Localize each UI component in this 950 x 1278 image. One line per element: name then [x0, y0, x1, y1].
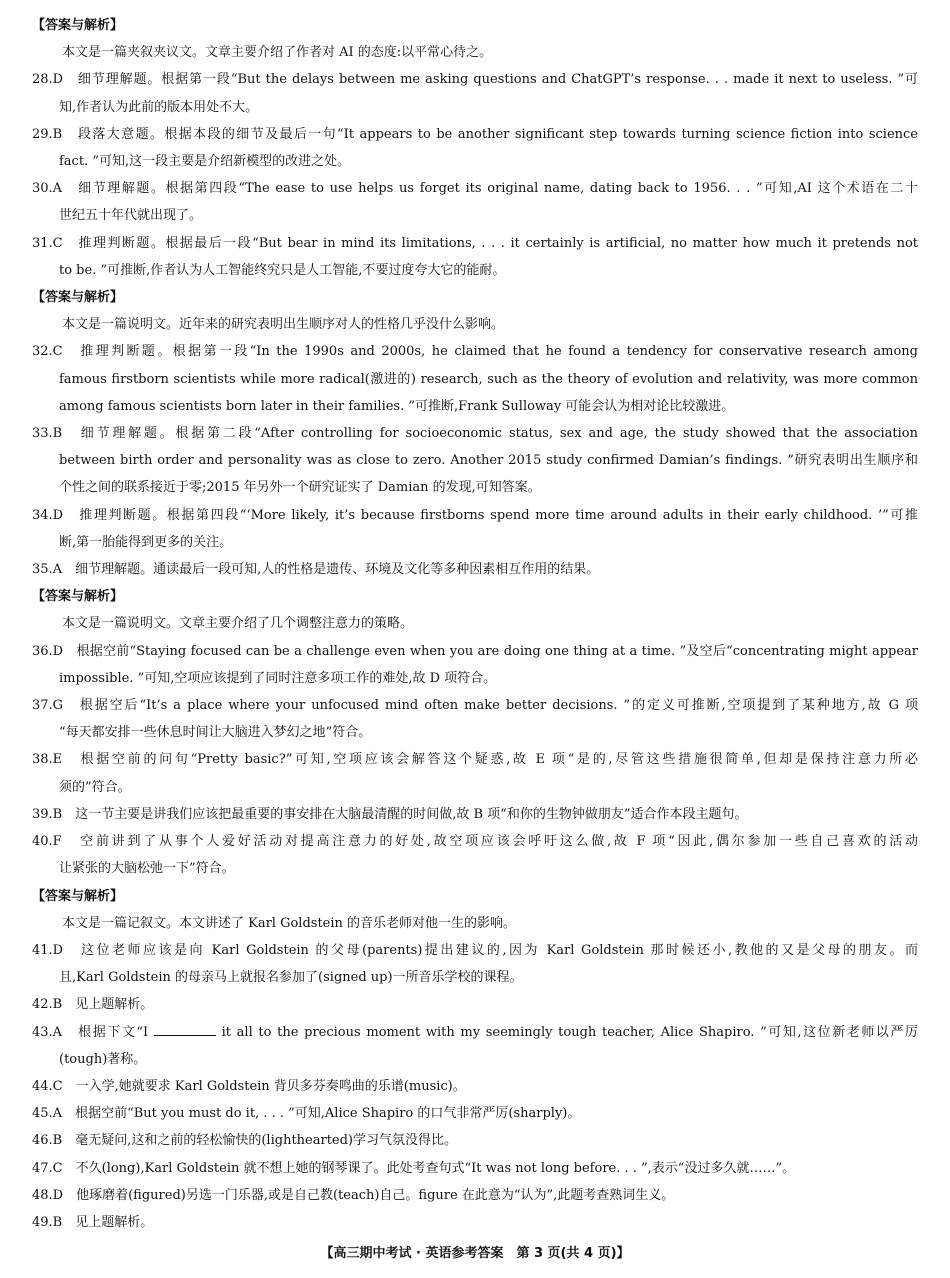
- answer-38-line2: 须的”符合。: [59, 779, 131, 795]
- answer-key-page: [32, 12, 918, 1236]
- answer-37-line1: 37.G 根据空后“It’s a place where your unfocused mind often make better decisions. ”的定义可推断,空项提到了某种地方,故 G 项: [32, 698, 918, 714]
- answer-39-line1: 39.B 这一节主要是讲我们应该把最重要的事安排在大脑最清醒的时间做,故 B 项“和你的生物钟做朋友”适合作本段主题句。: [32, 806, 748, 822]
- answer-33-line2: between birth order and personality was as close to zero. Another 2015 study confirmed Damian’s findings. ”研究表明出生顺序和: [59, 453, 918, 469]
- answer-32-line3: among famous scientists born later in their families. ”可推断,Frank Sulloway 可能会认为相对论比较激进。: [59, 398, 735, 414]
- answer-32-line2: famous firstborn scientists while more radical(激进的) research, such as the theory of evolution and relativity, was more common: [59, 371, 918, 387]
- answer-40-line2: 让紧张的大脑松弛一下”符合。: [59, 861, 235, 877]
- answer-34-line1: 34.D 推理判断题。根据第四段“‘More likely, it’s because firstborns spend more time around adults in their early childhood. ’”可推: [32, 507, 918, 523]
- section-heading: 【答案与解析】: [32, 18, 124, 33]
- answer-46-line1: 46.B 毫无疑问,这和之前的轻松愉快的(lighthearted)学习气氛没得比。: [32, 1133, 458, 1149]
- answer-29-line1: 29.B 段落大意题。根据本段的细节及最后一句“It appears to be another significant step towards turning science fiction into science: [32, 126, 918, 142]
- answer-35-line1: 35.A 细节理解题。通读最后一段可知,人的性格是遗传、环境及文化等多种因素相互作用的结果。: [32, 562, 600, 578]
- section-summary: 本文是一篇说明文。文章主要介绍了几个调整注意力的策略。: [62, 616, 414, 632]
- answer-28-line2: 知,作者认为此前的版本用处不大。: [59, 99, 259, 115]
- answer-32-line1: 32.C 推理判断题。根据第一段“In the 1990s and 2000s, he claimed that he found a tendency for conservative research among: [32, 344, 918, 360]
- answer-30-line1: 30.A 细节理解题。根据第四段“The ease to use helps us forget its original name, dating back to 1956. . . ”可知,AI 这个术语在二十: [32, 181, 918, 197]
- answer-43-text-after: it all to the precious moment with my seemingly tough teacher, Alice Shapiro. ”可知,这位新老师以严厉: [221, 1024, 918, 1040]
- answer-42-line1: 42.B 见上题解析。: [32, 997, 154, 1013]
- answer-30-line2: 世纪五十年代就出现了。: [59, 208, 203, 224]
- fill-in-blank: [154, 1023, 216, 1036]
- answer-31-line1: 31.C 推理判断题。根据最后一段“But bear in mind its limitations, . . . it certainly is artificial, no matter how much it pretends not: [32, 235, 918, 251]
- answer-48-line1: 48.D 他琢磨着(figured)另选一门乐器,或是自己教(teach)自己。figure 在此意为“认为”,此题考查熟词生义。: [32, 1187, 675, 1203]
- answer-41-line2: 且,Karl Goldstein 的母亲马上就报名参加了(signed up)一所音乐学校的课程。: [59, 970, 523, 986]
- answer-36-line1: 36.D 根据空前“Staying focused can be a challenge even when you are doing one thing at a time. ”及空后“concentrating might appear: [32, 643, 918, 659]
- answer-44-line1: 44.C 一入学,她就要求 Karl Goldstein 背贝多芬奏鸣曲的乐谱(music)。: [32, 1078, 466, 1094]
- answer-28-line1: 28.D 细节理解题。根据第一段“But the delays between me asking questions and ChatGPT’s response. . . made it next to useless. ”可: [32, 72, 918, 88]
- answer-43-line1: [32, 1019, 918, 1046]
- answer-31-line2: to be. ”可推断,作者认为人工智能终究只是人工智能,不要过度夸大它的能耐。: [59, 262, 506, 278]
- section-heading: 【答案与解析】: [32, 589, 124, 605]
- section-summary: 本文是一篇记叙文。本文讲述了 Karl Goldstein 的音乐老师对他一生的影响。: [62, 915, 517, 931]
- answer-45-line1: 45.A 根据空前“But you must do it, . . . ”可知,Alice Shapiro 的口气非常严厉(sharply)。: [32, 1106, 581, 1122]
- answer-37-line2: “每天都安排一些休息时间让大脑进入梦幻之地”符合。: [59, 725, 372, 741]
- answer-43-line2: (tough)著称。: [59, 1051, 147, 1067]
- answer-49-line1: 49.B 见上题解析。: [32, 1214, 154, 1230]
- answer-43-text-before: 43.A 根据下文“I: [32, 1024, 149, 1040]
- answer-36-line2: impossible. ”可知,空项应该提到了同时注意多项工作的难处,故 D 项符合。: [59, 670, 497, 686]
- section-summary: 本文是一篇夹叙夹议文。文章主要介绍了作者对 AI 的态度:以平常心待之。: [62, 45, 493, 61]
- section-heading: 【答案与解析】: [32, 290, 124, 306]
- answer-33-line1: 33.B 细节理解题。根据第二段“After controlling for socioeconomic status, sex and age, the study showed that the association: [32, 426, 918, 442]
- answer-47-line1: 47.C 不久(long),Karl Goldstein 就不想上她的钢琴课了。此处考查句式“It was not long before. . . ”,表示“没过多久就……”。: [32, 1160, 796, 1176]
- section-summary: 本文是一篇说明文。近年来的研究表明出生顺序对人的性格几乎没什么影响。: [62, 317, 505, 333]
- answer-41-line1: 41.D 这位老师应该是向 Karl Goldstein 的父母(parents)提出建议的,因为 Karl Goldstein 那时候还小,教他的又是父母的朋友。而: [32, 942, 918, 958]
- section-heading: 【答案与解析】: [32, 888, 124, 904]
- answer-40-line1: 40.F 空前讲到了从事个人爱好活动对提高注意力的好处,故空项应该会呼吁这么做,故 F 项“因此,偶尔参加一些自己喜欢的活动: [32, 834, 918, 850]
- answer-38-line1: 38.E 根据空前的问句“Pretty basic?”可知,空项应该会解答这个疑惑,故 E 项“是的,尽管这些措施很简单,但却是保持注意力所必: [32, 752, 918, 768]
- answer-33-line3: 个性之间的联系接近于零;2015 年另外一个研究证实了 Damian 的发现,可知答案。: [59, 480, 541, 496]
- page-footer: 【高三期中考试 · 英语参考答案 第 3 页(共 4 页)】: [320, 1246, 630, 1261]
- answer-34-line2: 断,第一胎能得到更多的关注。: [59, 534, 233, 550]
- answer-29-line2: fact. ”可知,这一段主要是介绍新模型的改进之处。: [59, 154, 351, 170]
